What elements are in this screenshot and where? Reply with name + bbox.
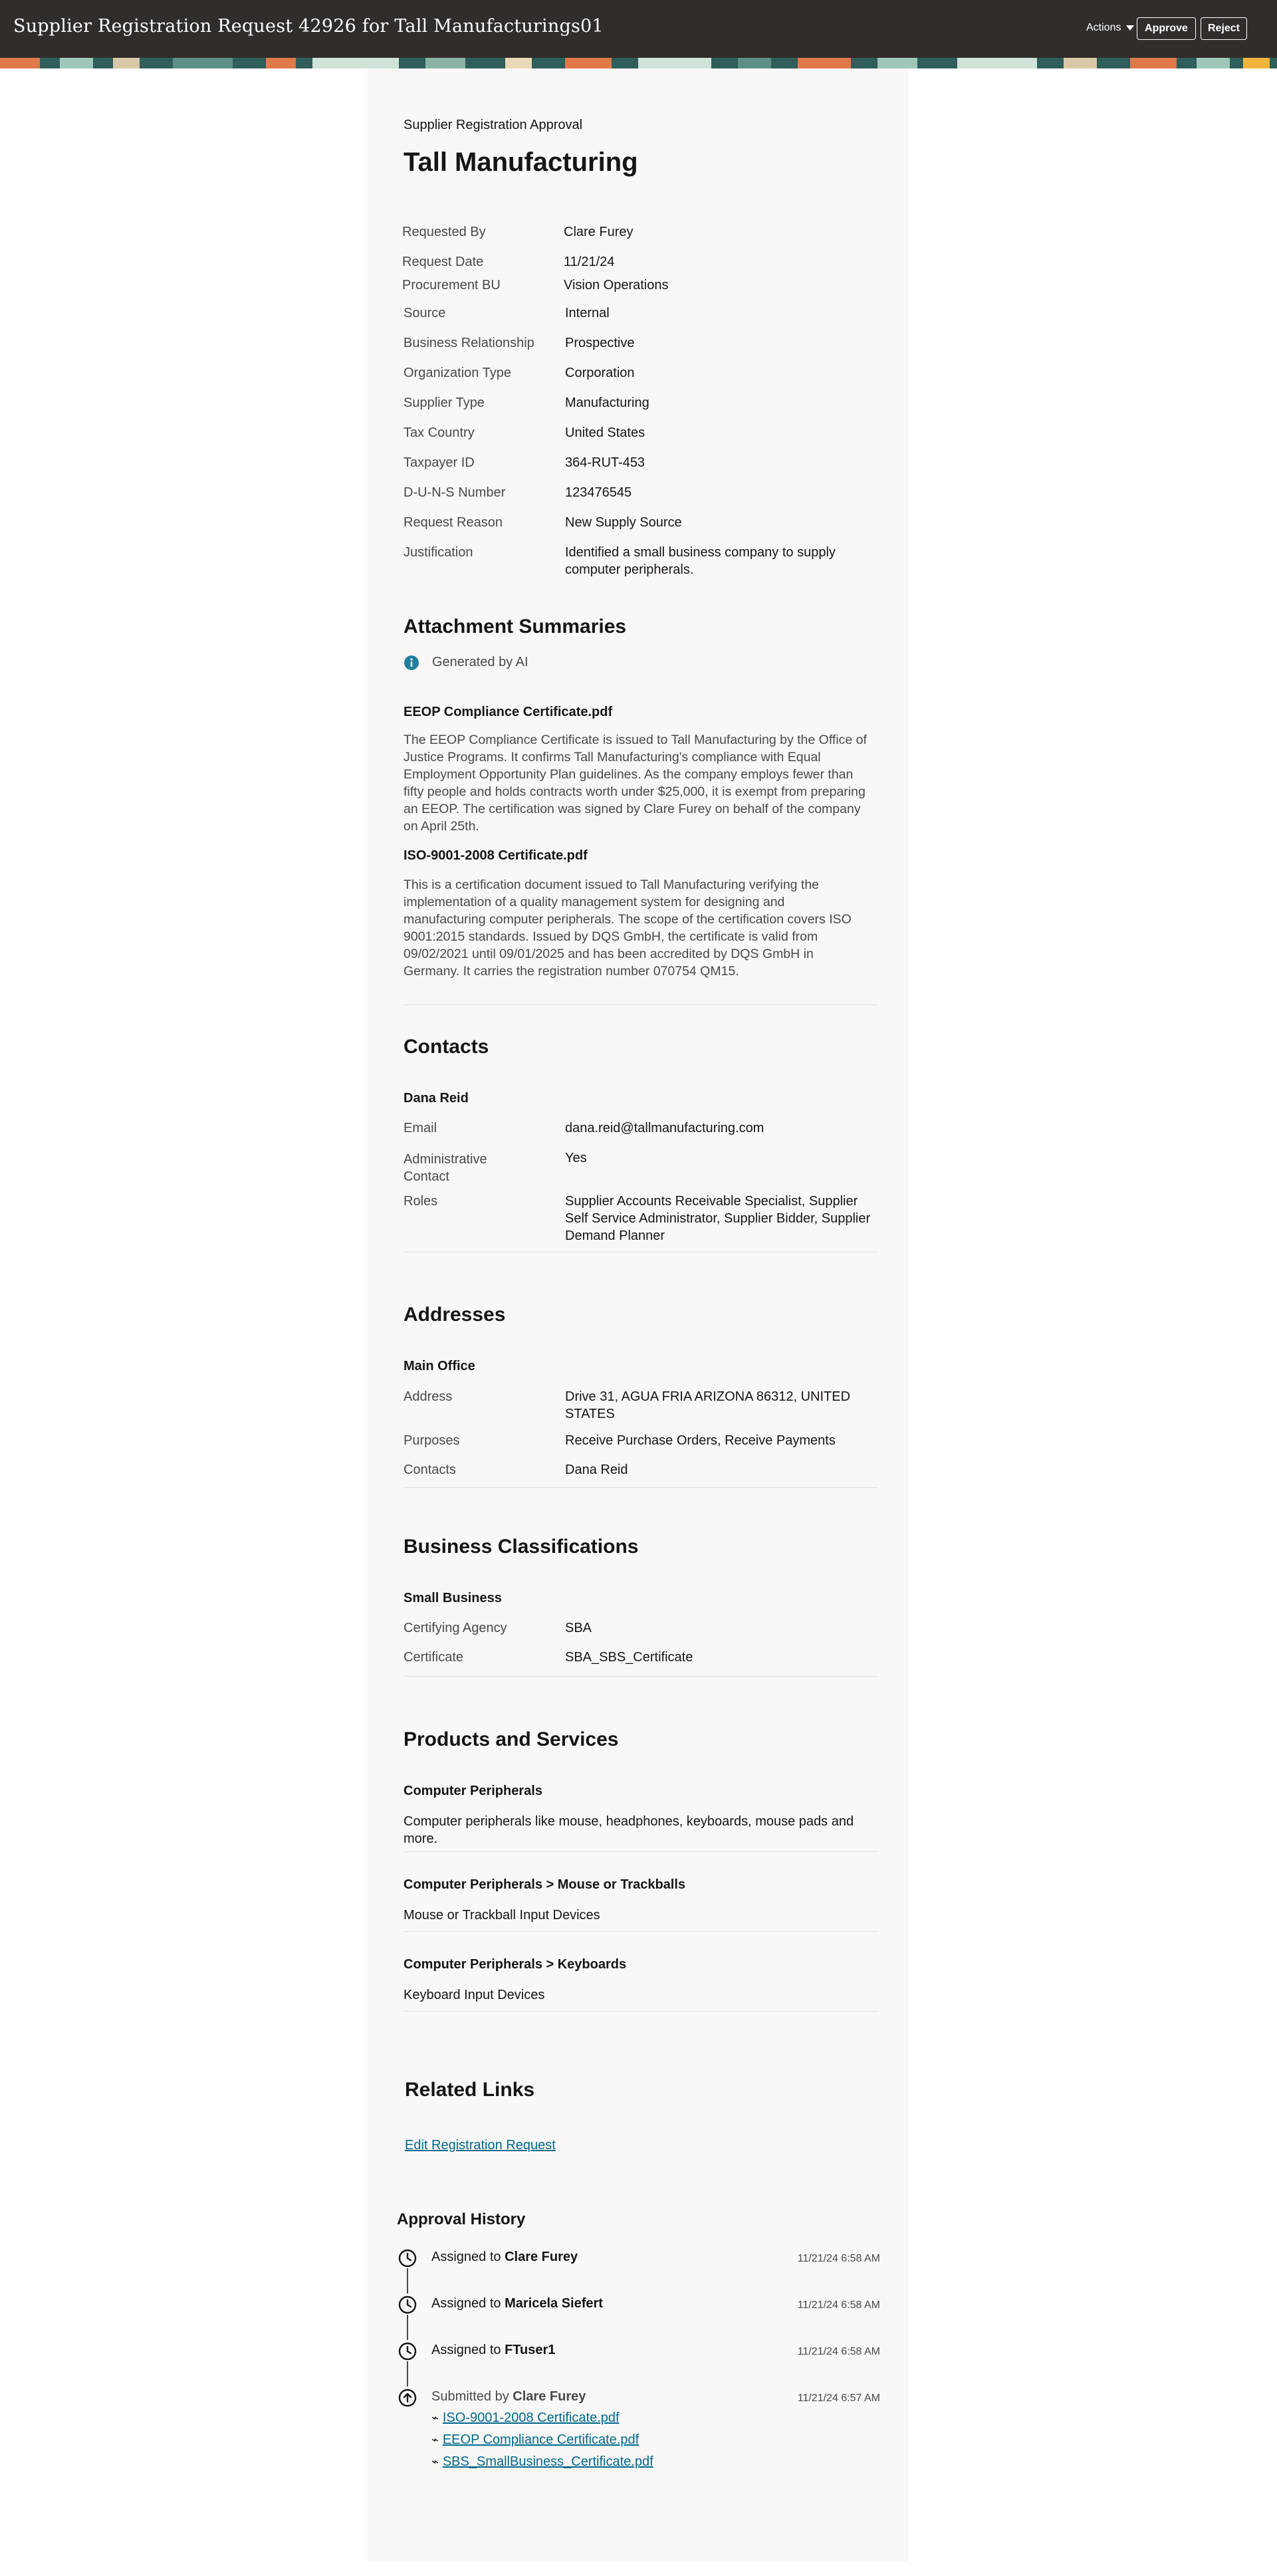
contact-name: Dana Reid bbox=[404, 1091, 469, 1106]
purposes-label: Purposes bbox=[404, 1433, 460, 1448]
organization-type-value: Corporation bbox=[565, 366, 635, 380]
history-prefix: Assigned to bbox=[431, 2296, 501, 2311]
request-date-value: 11/21/24 bbox=[564, 255, 615, 269]
submit-arrow-icon bbox=[398, 2388, 417, 2408]
certifying-agency-label: Certifying Agency bbox=[404, 1621, 507, 1635]
history-entry bbox=[431, 2389, 586, 2404]
tax-country-value: United States bbox=[565, 425, 645, 440]
purposes-value: Receive Purchase Orders, Receive Payments bbox=[565, 1433, 836, 1448]
requested-by-label: Requested By bbox=[402, 225, 486, 239]
timeline-connector bbox=[407, 2268, 408, 2293]
address-label: Address bbox=[404, 1389, 453, 1404]
administrative-contact-label: Administrative Contact bbox=[404, 1152, 487, 1184]
divider bbox=[404, 1851, 878, 1852]
reject-button[interactable]: Reject bbox=[1201, 17, 1247, 40]
history-prefix: Assigned to bbox=[431, 2343, 501, 2357]
duns-number-label: D-U-N-S Number bbox=[404, 485, 506, 500]
history-user: Clare Furey bbox=[513, 2389, 586, 2404]
procurement-bu-label: Procurement BU bbox=[402, 278, 501, 293]
divider bbox=[404, 2011, 878, 2012]
history-entry bbox=[431, 2296, 603, 2311]
taxpayer-id-value: 364-RUT-453 bbox=[565, 455, 645, 470]
divider bbox=[404, 1004, 878, 1005]
attachment-summaries-heading: Attachment Summaries bbox=[404, 616, 627, 638]
history-prefix: Assigned to bbox=[431, 2250, 501, 2264]
paperclip-icon: ⌁ bbox=[431, 2455, 439, 2468]
actions-label: Actions bbox=[1086, 22, 1121, 33]
contacts-heading: Contacts bbox=[404, 1036, 489, 1058]
product-name: Computer Peripherals > Keyboards bbox=[404, 1957, 627, 1972]
product-description: Mouse or Trackball Input Devices bbox=[404, 1908, 600, 1923]
actions-menu[interactable] bbox=[1086, 22, 1134, 34]
history-attachment-link[interactable]: EEOP Compliance Certificate.pdf bbox=[442, 2432, 639, 2447]
paperclip-icon: ⌁ bbox=[431, 2411, 439, 2424]
history-user: Clare Furey bbox=[505, 2250, 578, 2264]
history-attachment bbox=[431, 2454, 653, 2470]
requested-by-value: Clare Furey bbox=[564, 225, 634, 239]
divider bbox=[404, 1487, 878, 1488]
business-relationship-value: Prospective bbox=[565, 336, 635, 350]
paperclip-icon: ⌁ bbox=[431, 2433, 439, 2446]
attachment-summary: The EEOP Compliance Certificate is issued to Tall Manufacturing by the Office of Justice Programs. It confirms Tall Manufacturing's compliance with Equal Employment Opportunity Plan guidelines. As the company employs fewer than fifty people and holds contracts worth under $25,000, it is exempt from preparing an EEOP. The certification was signed by Clare Furey on behalf of the company on April 25th. bbox=[404, 733, 867, 834]
source-value: Internal bbox=[565, 306, 610, 320]
history-entry bbox=[431, 2343, 555, 2358]
clock-icon bbox=[398, 2341, 417, 2361]
history-timestamp: 11/21/24 6:57 AM bbox=[797, 2393, 880, 2404]
request-reason-value: New Supply Source bbox=[565, 515, 682, 530]
supplier-name: Tall Manufacturing bbox=[404, 148, 638, 177]
attachment-name: ISO-9001-2008 Certificate.pdf bbox=[404, 848, 588, 863]
address-contacts-label: Contacts bbox=[404, 1463, 456, 1477]
supplier-type-value: Manufacturing bbox=[565, 396, 649, 410]
justification-label: Justification bbox=[404, 545, 473, 560]
form-subtitle: Supplier Registration Approval bbox=[404, 118, 583, 132]
contact-email-value: dana.reid@tallmanufacturing.com bbox=[565, 1121, 764, 1135]
history-user: FTuser1 bbox=[505, 2343, 556, 2357]
timeline-connector bbox=[407, 2315, 408, 2340]
edit-registration-link[interactable]: Edit Registration Request bbox=[405, 2138, 556, 2153]
request-reason-label: Request Reason bbox=[404, 515, 503, 530]
organization-type-label: Organization Type bbox=[404, 366, 511, 380]
taxpayer-id-label: Taxpayer ID bbox=[404, 455, 475, 470]
product-description: Computer peripherals like mouse, headphones, keyboards, mouse pads and more. bbox=[404, 1814, 854, 1846]
request-date-label: Request Date bbox=[402, 255, 484, 269]
product-description: Keyboard Input Devices bbox=[404, 1988, 545, 2002]
source-label: Source bbox=[404, 306, 446, 320]
history-attachment-link[interactable]: SBS_SmallBusiness_Certificate.pdf bbox=[442, 2454, 653, 2469]
roles-label: Roles bbox=[404, 1194, 438, 1209]
tax-country-label: Tax Country bbox=[404, 425, 475, 440]
divider bbox=[404, 1676, 878, 1677]
business-classifications-heading: Business Classifications bbox=[404, 1536, 639, 1558]
chevron-down-icon bbox=[1126, 25, 1134, 31]
approval-history-heading: Approval History bbox=[397, 2210, 526, 2228]
related-links-heading: Related Links bbox=[405, 2079, 535, 2101]
info-icon bbox=[404, 655, 419, 671]
timeline-connector bbox=[407, 2361, 408, 2387]
address-name: Main Office bbox=[404, 1359, 475, 1373]
certificate-label: Certificate bbox=[404, 1650, 464, 1665]
clock-icon bbox=[398, 2248, 417, 2268]
certifying-agency-value: SBA bbox=[565, 1621, 592, 1635]
products-services-heading: Products and Services bbox=[404, 1728, 619, 1750]
history-timestamp: 11/21/24 6:58 AM bbox=[797, 2253, 880, 2264]
ai-generated-note: Generated by AI bbox=[432, 655, 528, 669]
history-prefix: Submitted by bbox=[431, 2389, 509, 2404]
supplier-type-label: Supplier Type bbox=[404, 396, 485, 410]
clock-icon bbox=[398, 2295, 417, 2315]
history-timestamp: 11/21/24 6:58 AM bbox=[797, 2346, 880, 2357]
justification-value: Identified a small business company to supply computer peripherals. bbox=[565, 545, 836, 577]
addresses-heading: Addresses bbox=[404, 1304, 506, 1326]
divider bbox=[404, 1931, 878, 1932]
history-entry bbox=[431, 2250, 578, 2265]
history-attachment-link[interactable]: ISO-9001-2008 Certificate.pdf bbox=[442, 2410, 620, 2425]
history-timestamp: 11/21/24 6:58 AM bbox=[797, 2299, 880, 2311]
attachment-name: EEOP Compliance Certificate.pdf bbox=[404, 705, 613, 719]
top-bar bbox=[0, 0, 1277, 58]
address-contacts-value: Dana Reid bbox=[565, 1463, 628, 1477]
administrative-contact-value: Yes bbox=[565, 1151, 587, 1165]
classification-name: Small Business bbox=[404, 1591, 502, 1605]
page-title: Supplier Registration Request 42926 for Tall Manufacturings01 bbox=[13, 16, 604, 37]
certificate-value: SBA_SBS_Certificate bbox=[565, 1650, 693, 1665]
business-relationship-label: Business Relationship bbox=[404, 336, 534, 350]
product-name: Computer Peripherals bbox=[404, 1784, 542, 1798]
attachment-summary: This is a certification document issued to Tall Manufacturing verifying the implementation of a quality management system for designing and manufacturing computer peripherals. The scope of the certification covers ISO 9001:2015 standards. Issued by DQS GmbH, the certificate is valid from 09/02/2021 until 09/01/2025 and has been accredited by DQS GmbH in Germany. It carries the registration number 070754 QM15. bbox=[404, 878, 852, 979]
product-name: Computer Peripherals > Mouse or Trackballs bbox=[404, 1877, 686, 1892]
approve-button[interactable]: Approve bbox=[1137, 17, 1196, 40]
history-user: Maricela Siefert bbox=[505, 2296, 603, 2311]
banner-pattern-icon bbox=[0, 58, 1277, 68]
address-value: Drive 31, AGUA FRIA ARIZONA 86312, UNITED STATES bbox=[565, 1389, 851, 1421]
roles-value: Supplier Accounts Receivable Specialist, Supplier Self Service Administrator, Supplier Bidder, Supplier Demand Planner bbox=[565, 1194, 871, 1243]
procurement-bu-value: Vision Operations bbox=[564, 278, 669, 293]
history-attachment bbox=[431, 2432, 639, 2448]
contact-email-label: Email bbox=[404, 1121, 437, 1135]
decorative-banner bbox=[0, 58, 1277, 68]
history-attachment bbox=[431, 2410, 620, 2426]
duns-number-value: 123476545 bbox=[565, 485, 632, 500]
